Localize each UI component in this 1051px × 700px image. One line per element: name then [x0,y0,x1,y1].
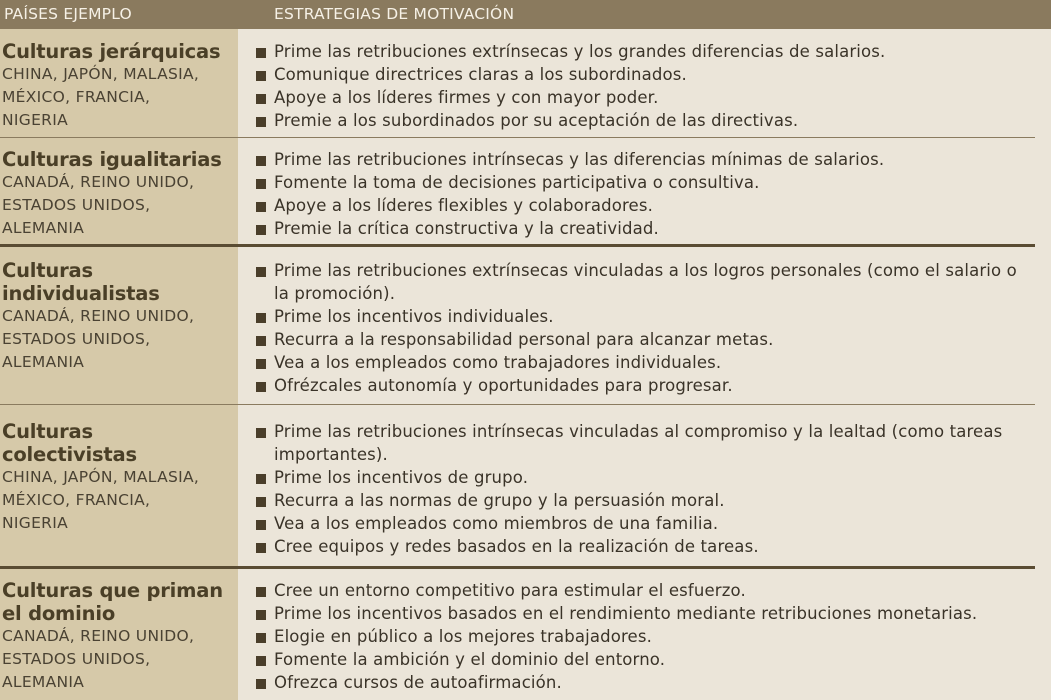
square-bullet-icon [256,382,266,392]
strategy-list [256,148,1036,240]
square-bullet-icon [256,156,266,166]
strategy-item [256,109,1036,132]
row-divider [0,137,1035,138]
country-list-line: MÉXICO, FRANCIA, [2,491,151,509]
country-list-line: NIGERIA [2,111,69,129]
country-list-line: ESTADOS UNIDOS, [2,196,151,214]
strategy-text: Cree un entorno competitivo para estimular el esfuerzo. [274,581,746,600]
square-bullet-icon [256,267,266,277]
country-list-line: CANADÁ, REINO UNIDO, [2,627,195,645]
strategy-item [256,194,1036,217]
culture-cell [2,259,234,374]
country-list-line: ESTADOS UNIDOS, [2,330,151,348]
country-list-line: NIGERIA [2,514,69,532]
header-strategies: ESTRATEGIAS DE MOTIVACIÓN [274,5,515,23]
culture-cell [2,148,234,240]
square-bullet-icon [256,428,266,438]
strategy-text: Prime las retribuciones intrínsecas y las diferencias mínimas de salarios. [274,150,885,169]
strategy-item [256,466,1036,489]
culture-title: Culturas que priman [2,579,223,602]
square-bullet-icon [256,497,266,507]
square-bullet-icon [256,179,266,189]
square-bullet-icon [256,359,266,369]
square-bullet-icon [256,587,266,597]
square-bullet-icon [256,71,266,81]
square-bullet-icon [256,656,266,666]
country-list-line: CHINA, JAPÓN, MALASIA, [2,468,200,486]
strategy-item [256,671,1036,694]
square-bullet-icon [256,313,266,323]
row-divider [0,244,1035,247]
square-bullet-icon [256,94,266,104]
strategy-text: Vea a los empleados como trabajadores individuales. [274,353,722,372]
header-countries: PAÍSES EJEMPLO [4,5,132,23]
strategy-text: Premie a los subordinados por su aceptación de las directivas. [274,111,799,130]
strategy-item [256,602,1036,625]
strategy-item [256,63,1036,86]
strategy-text: Recurra a las normas de grupo y la persuasión moral. [274,491,725,510]
strategy-item [256,148,1036,171]
strategy-item [256,625,1036,648]
culture-cell [2,579,234,694]
strategy-item [256,374,1036,397]
strategy-item [256,171,1036,194]
strategy-text: Ofrezca cursos de autoafirmación. [274,673,562,692]
strategy-text: Comunique directrices claras a los subordinados. [274,65,687,84]
strategy-item [256,351,1036,374]
country-list-line: MÉXICO, FRANCIA, [2,88,151,106]
strategy-text: Prime las retribuciones extrínsecas vinculadas a los logros personales (como el salario o la promoción). [274,261,1017,303]
country-list-line: ESTADOS UNIDOS, [2,650,151,668]
strategy-item [256,305,1036,328]
strategy-text: Prime los incentivos de grupo. [274,468,529,487]
strategy-text: Fomente la toma de decisiones participativa o consultiva. [274,173,760,192]
culture-title: Culturas igualitarias [2,148,222,171]
strategy-item [256,535,1036,558]
culture-title: Culturas jerárquicas [2,40,221,63]
square-bullet-icon [256,520,266,530]
table-header [0,0,1051,29]
strategy-item [256,512,1036,535]
strategy-list [256,420,1036,558]
strategy-item [256,489,1036,512]
strategy-text: Premie la crítica constructiva y la creatividad. [274,219,659,238]
country-list-line: CHINA, JAPÓN, MALASIA, [2,65,200,83]
strategy-list [256,259,1036,397]
culture-title: individualistas [2,282,160,305]
culture-title: el dominio [2,602,116,625]
strategy-text: Prime los incentivos individuales. [274,307,554,326]
strategy-text: Ofrézcales autonomía y oportunidades para progresar. [274,376,733,395]
strategy-text: Recurra a la responsabilidad personal para alcanzar metas. [274,330,774,349]
strategy-item [256,328,1036,351]
strategy-text: Fomente la ambición y el dominio del entorno. [274,650,666,669]
strategy-text: Apoye a los líderes firmes y con mayor poder. [274,88,659,107]
culture-cell [2,420,234,535]
country-list-line: CANADÁ, REINO UNIDO, [2,307,195,325]
strategy-item [256,259,1036,305]
strategy-text: Prime los incentivos basados en el rendimiento mediante retribuciones monetarias. [274,604,978,623]
strategy-item [256,217,1036,240]
strategy-text: Apoye a los líderes flexibles y colaboradores. [274,196,653,215]
square-bullet-icon [256,633,266,643]
culture-title: Culturas [2,259,93,282]
culture-cell [2,40,234,132]
row-divider [0,566,1035,569]
strategy-text: Vea a los empleados como miembros de una familia. [274,514,719,533]
strategy-list [256,579,1036,694]
row-divider [0,404,1035,405]
square-bullet-icon [256,202,266,212]
strategy-text: Prime las retribuciones extrínsecas y los grandes diferencias de salarios. [274,42,886,61]
strategy-list [256,40,1036,132]
strategy-item [256,86,1036,109]
strategy-item [256,420,1036,466]
strategy-item [256,579,1036,602]
square-bullet-icon [256,543,266,553]
square-bullet-icon [256,610,266,620]
strategy-text: Elogie en público a los mejores trabajadores. [274,627,652,646]
strategy-text: Prime las retribuciones intrínsecas vinculadas al compromiso y la lealtad (como tareas importantes). [274,422,1003,464]
square-bullet-icon [256,48,266,58]
strategy-item [256,40,1036,63]
square-bullet-icon [256,679,266,689]
strategy-text: Cree equipos y redes basados en la realización de tareas. [274,537,759,556]
square-bullet-icon [256,474,266,484]
square-bullet-icon [256,117,266,127]
country-list-line: ALEMANIA [2,353,85,371]
country-list-line: ALEMANIA [2,673,85,691]
country-list-line: CANADÁ, REINO UNIDO, [2,173,195,191]
country-list-line: ALEMANIA [2,219,85,237]
culture-title: Culturas colectivistas [2,420,137,466]
square-bullet-icon [256,225,266,235]
square-bullet-icon [256,336,266,346]
strategy-item [256,648,1036,671]
